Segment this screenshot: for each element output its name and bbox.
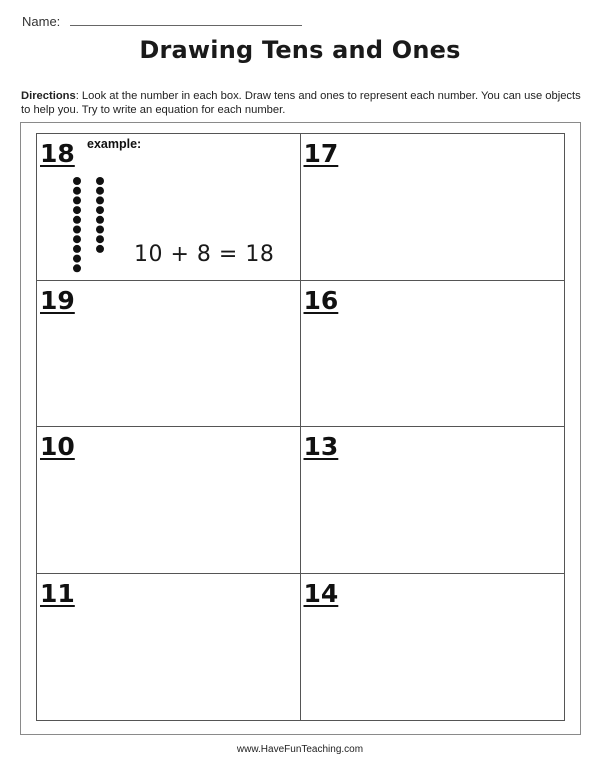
box-number: 18 xyxy=(40,139,75,168)
example-label: example: xyxy=(87,137,142,151)
ones-dot xyxy=(96,235,104,243)
box-number: 11 xyxy=(40,578,75,608)
example-box xyxy=(37,134,301,281)
ones-dot xyxy=(96,187,104,195)
tens-dot xyxy=(73,245,81,253)
tens-dot xyxy=(73,255,81,263)
ones-dot xyxy=(96,177,104,185)
box-number: 13 xyxy=(303,432,339,461)
ones-dot xyxy=(96,216,104,224)
tens-dot xyxy=(73,235,81,243)
ones-dot xyxy=(96,226,104,234)
name-label: Name: xyxy=(22,14,61,29)
example-equation: 10 + 8 = 18 xyxy=(134,242,275,267)
directions-label: Directions xyxy=(21,90,76,102)
number-grid xyxy=(36,133,565,721)
tens-dot xyxy=(73,216,81,224)
answer-box[interactable] xyxy=(301,427,565,574)
tens-dot xyxy=(73,264,81,272)
box-number: 19 xyxy=(40,285,75,315)
tens-dot xyxy=(73,226,81,234)
answer-box[interactable] xyxy=(37,281,301,428)
name-row xyxy=(22,14,302,29)
tens-dot xyxy=(73,177,81,185)
tens-dot xyxy=(73,196,81,204)
box-number: 16 xyxy=(303,285,339,315)
answer-box[interactable] xyxy=(37,427,301,574)
ones-dot xyxy=(96,206,104,214)
answer-box[interactable] xyxy=(301,281,565,428)
tens-dot xyxy=(73,206,81,214)
box-number: 14 xyxy=(303,578,339,608)
directions xyxy=(21,90,581,117)
directions-text: : Look at the number in each box. Draw tens and ones to represent each number. You can use objects to help you. Try to write an equation for each number. xyxy=(21,90,581,116)
name-field[interactable] xyxy=(70,25,302,26)
footer-url: www.HaveFunTeaching.com xyxy=(236,744,364,755)
tens-dot xyxy=(73,187,81,195)
ones-dot xyxy=(96,196,104,204)
ones-dot xyxy=(96,245,104,253)
box-number: 10 xyxy=(40,432,75,461)
answer-box[interactable] xyxy=(37,574,301,721)
box-number: 17 xyxy=(303,139,339,168)
page-title: Drawing Tens and Ones xyxy=(139,36,461,64)
answer-box[interactable] xyxy=(301,134,565,281)
answer-box[interactable] xyxy=(301,574,565,721)
